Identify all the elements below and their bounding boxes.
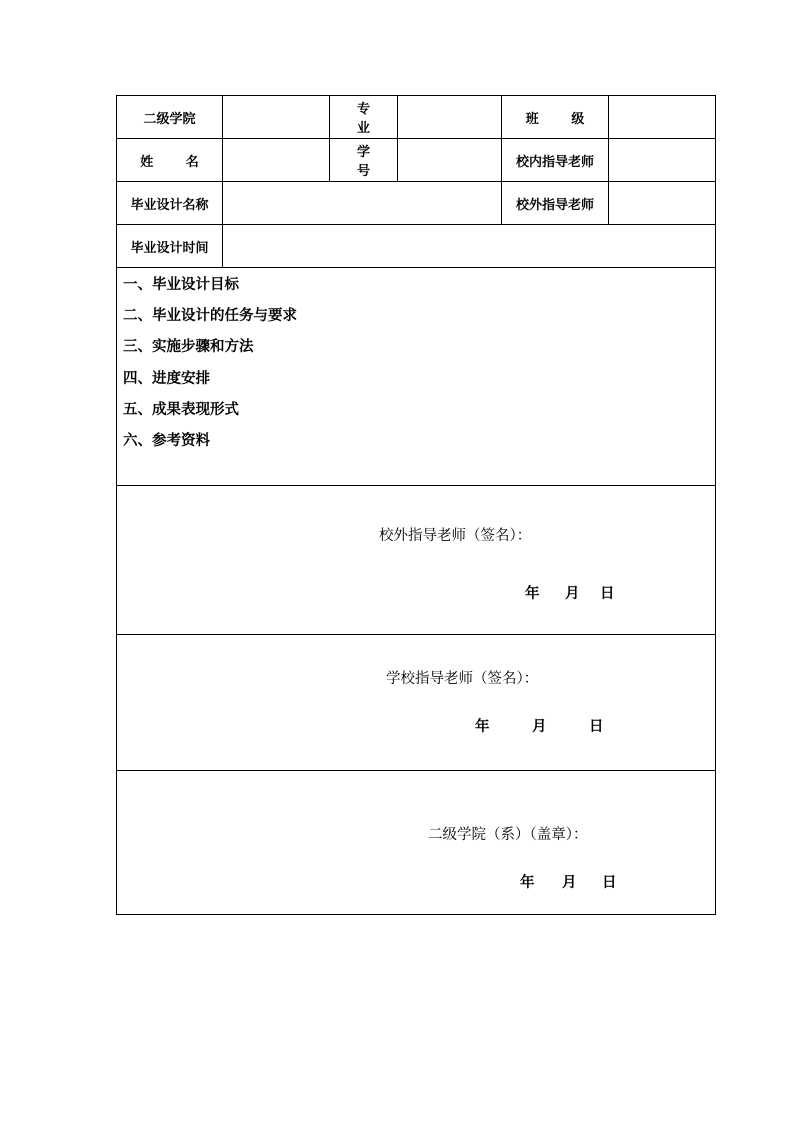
label-design-title: 毕业设计名称 <box>117 182 223 225</box>
content-item-schedule: 四、进度安排 <box>123 370 210 387</box>
date-month: 月 <box>565 585 580 602</box>
label-student-id: 学 号 <box>330 139 398 182</box>
field-student-id[interactable] <box>398 139 502 182</box>
content-item-goal: 一、毕业设计目标 <box>123 277 239 293</box>
label-class: 班 级 <box>502 96 609 139</box>
school-advisor-signature-block[interactable] <box>117 635 716 771</box>
label-design-time: 毕业设计时间 <box>117 225 223 268</box>
content-item-outcome: 五、成果表现形式 <box>123 401 239 418</box>
field-name[interactable] <box>223 139 330 182</box>
college-seal-label: 二级学院（系）（盖章）： <box>428 827 588 843</box>
label-external-advisor: 校外指导老师 <box>502 182 609 225</box>
date-year: 年 <box>525 585 540 602</box>
college-seal-block[interactable] <box>117 771 716 915</box>
form-row-college-seal <box>117 771 716 915</box>
design-content-section[interactable] <box>117 268 716 486</box>
field-major[interactable] <box>398 96 502 139</box>
school-advisor-signature-label: 学校指导老师（签名）： <box>386 671 539 687</box>
form-row-school-signature <box>117 635 716 771</box>
label-major: 专 业 <box>330 96 398 139</box>
field-college[interactable] <box>223 96 330 139</box>
date-year: 年 <box>520 874 535 891</box>
date-year: 年 <box>475 718 490 735</box>
external-advisor-signature-label: 校外指导老师（签名）： <box>379 528 532 544</box>
date-day: 日 <box>602 874 617 891</box>
field-design-title[interactable] <box>223 182 502 225</box>
content-item-references: 六、参考资料 <box>123 432 210 449</box>
date-day: 日 <box>600 585 615 602</box>
date-day: 日 <box>589 718 604 735</box>
content-list <box>117 268 715 457</box>
field-design-time[interactable] <box>223 225 716 268</box>
label-internal-advisor: 校内指导老师 <box>502 139 609 182</box>
date-month: 月 <box>532 718 547 735</box>
label-name: 姓 名 <box>117 139 223 182</box>
content-item-steps: 三、实施步骤和方法 <box>123 339 254 356</box>
form-row-name <box>117 139 716 182</box>
field-internal-advisor[interactable] <box>609 139 716 182</box>
form-row-design-title <box>117 182 716 225</box>
label-college: 二级学院 <box>117 96 223 139</box>
date-month: 月 <box>562 874 577 891</box>
content-item-tasks: 二、毕业设计的任务与要求 <box>123 308 297 325</box>
external-advisor-signature-block[interactable] <box>117 486 716 635</box>
field-class[interactable] <box>609 96 716 139</box>
form-row-college <box>117 96 716 139</box>
form-row-content <box>117 268 716 486</box>
form-row-design-time <box>117 225 716 268</box>
field-external-advisor[interactable] <box>609 182 716 225</box>
graduation-design-form <box>116 95 716 915</box>
form-row-external-signature <box>117 486 716 635</box>
